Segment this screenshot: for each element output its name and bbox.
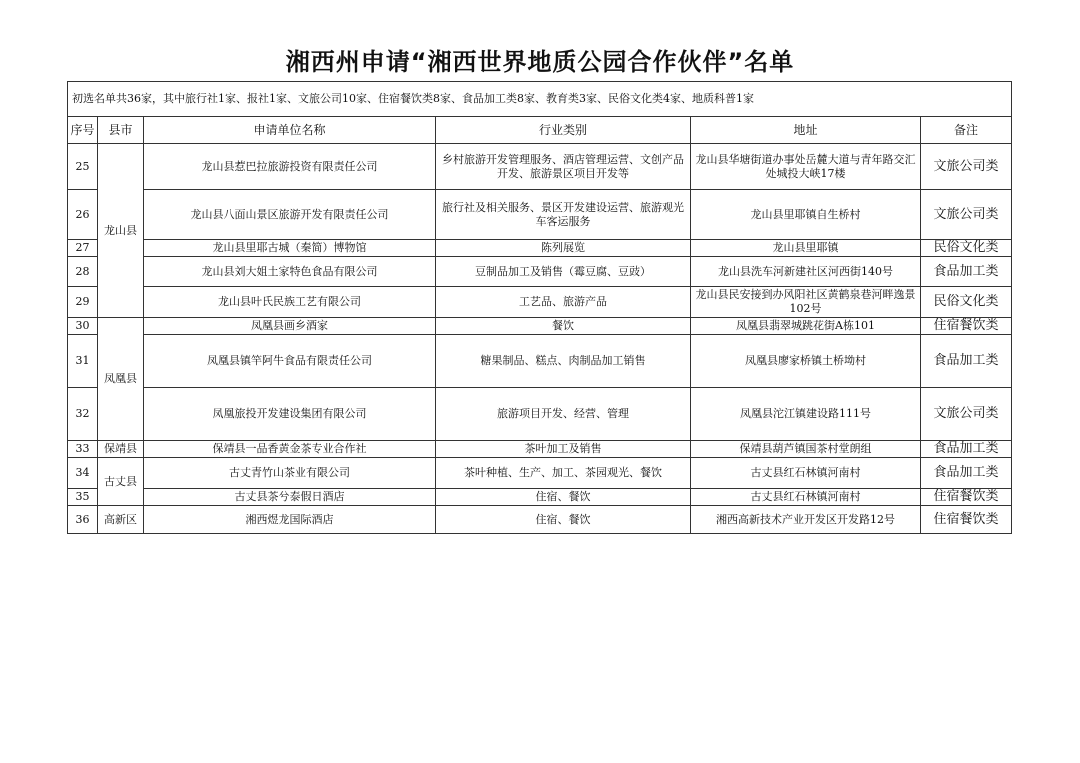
row-address: 龙山县华塘街道办事处岳麓大道与青年路交汇处城投大峡17楼 [691, 144, 921, 190]
row-seq: 34 [68, 458, 98, 489]
county-cell: 保靖县 [98, 441, 144, 458]
row-industry: 乡村旅游开发管理服务、酒店管理运营、文创产品开发、旅游景区项目开发等 [436, 144, 691, 190]
table-row [68, 190, 1012, 240]
county-cell: 古丈县 [98, 458, 144, 506]
row-seq: 33 [68, 441, 98, 458]
row-seq: 26 [68, 190, 98, 240]
county-cell: 凤凰县 [98, 318, 144, 441]
row-address: 凤凰县沱江镇建设路111号 [691, 388, 921, 441]
row-industry: 糖果制品、糕点、肉制品加工销售 [436, 335, 691, 388]
table-row [68, 318, 1012, 335]
county-cell: 龙山县 [98, 144, 144, 318]
row-industry: 住宿、餐饮 [436, 506, 691, 534]
table-row [68, 287, 1012, 318]
row-note: 食品加工类 [921, 257, 1012, 287]
row-name: 凤凰县画乡酒家 [144, 318, 436, 335]
row-note: 住宿餐饮类 [921, 489, 1012, 506]
row-note: 住宿餐饮类 [921, 506, 1012, 534]
row-name: 保靖县一品香黄金茶专业合作社 [144, 441, 436, 458]
row-industry: 旅游项目开发、经营、管理 [436, 388, 691, 441]
row-name: 龙山县叶氏民族工艺有限公司 [144, 287, 436, 318]
row-name: 龙山县八面山景区旅游开发有限责任公司 [144, 190, 436, 240]
row-address: 龙山县里耶镇自生桥村 [691, 190, 921, 240]
table-row [68, 458, 1012, 489]
row-name: 古丈青竹山茶业有限公司 [144, 458, 436, 489]
row-name: 凤凰旅投开发建设集团有限公司 [144, 388, 436, 441]
header-note: 备注 [921, 117, 1012, 144]
row-address: 古丈县红石林镇河南村 [691, 458, 921, 489]
row-seq: 35 [68, 489, 98, 506]
row-note: 食品加工类 [921, 458, 1012, 489]
row-note: 住宿餐饮类 [921, 318, 1012, 335]
page-title: 湘西州申请“湘西世界地质公园合作伙伴”名单 [285, 48, 795, 76]
row-seq: 25 [68, 144, 98, 190]
row-address: 凤凰县廖家桥镇土桥坳村 [691, 335, 921, 388]
table-row [68, 506, 1012, 534]
header-address: 地址 [691, 117, 921, 144]
row-note: 民俗文化类 [921, 240, 1012, 257]
header-industry: 行业类别 [436, 117, 691, 144]
row-address: 龙山县里耶镇 [691, 240, 921, 257]
row-seq: 28 [68, 257, 98, 287]
row-address: 保靖县葫芦镇国茶村堂朗组 [691, 441, 921, 458]
row-note: 民俗文化类 [921, 287, 1012, 318]
row-industry: 豆制品加工及销售（霉豆腐、豆豉） [436, 257, 691, 287]
table-row [68, 388, 1012, 441]
table-row [68, 144, 1012, 190]
row-name: 龙山县里耶古城（秦简）博物馆 [144, 240, 436, 257]
row-note: 文旅公司类 [921, 388, 1012, 441]
row-seq: 36 [68, 506, 98, 534]
partner-table [67, 81, 1012, 534]
row-address: 凤凰县翡翠城跳花街A栋101 [691, 318, 921, 335]
row-address: 古丈县红石林镇河南村 [691, 489, 921, 506]
row-note: 文旅公司类 [921, 144, 1012, 190]
row-industry: 工艺品、旅游产品 [436, 287, 691, 318]
table-row [68, 441, 1012, 458]
row-industry: 住宿、餐饮 [436, 489, 691, 506]
county-cell: 高新区 [98, 506, 144, 534]
summary-text: 初选名单共36家，其中旅行社1家、报社1家、文旅公司10家、住宿餐饮类8家、食品加工类8家、教育类3家、民俗文化类4家、地质科普1家 [68, 82, 1012, 117]
row-address: 龙山县民安接到办风阳社区黄鹤泉巷河畔逸景102号 [691, 287, 921, 318]
row-industry: 茶叶种植、生产、加工、茶园观光、餐饮 [436, 458, 691, 489]
row-name: 龙山县惹巴拉旅游投资有限责任公司 [144, 144, 436, 190]
row-note: 文旅公司类 [921, 190, 1012, 240]
header-name: 申请单位名称 [144, 117, 436, 144]
header-row [68, 117, 1012, 144]
table-row [68, 240, 1012, 257]
table-row [68, 335, 1012, 388]
row-note: 食品加工类 [921, 441, 1012, 458]
row-industry: 旅行社及相关服务、景区开发建设运营、旅游观光车客运服务 [436, 190, 691, 240]
row-name: 古丈县茶兮泰假日酒店 [144, 489, 436, 506]
row-seq: 30 [68, 318, 98, 335]
summary-row [68, 82, 1012, 117]
row-seq: 29 [68, 287, 98, 318]
row-address: 湘西高新技术产业开发区开发路12号 [691, 506, 921, 534]
row-seq: 31 [68, 335, 98, 388]
row-name: 湘西煜龙国际酒店 [144, 506, 436, 534]
header-city: 县市 [98, 117, 144, 144]
row-seq: 32 [68, 388, 98, 441]
table-row [68, 257, 1012, 287]
row-seq: 27 [68, 240, 98, 257]
row-address: 龙山县洗车河新建社区河西街140号 [691, 257, 921, 287]
row-name: 龙山县刘大姐土家特色食品有限公司 [144, 257, 436, 287]
header-seq: 序号 [68, 117, 98, 144]
row-name: 凤凰县镇竿阿牛食品有限责任公司 [144, 335, 436, 388]
table-row [68, 489, 1012, 506]
row-note: 食品加工类 [921, 335, 1012, 388]
row-industry: 陈列展览 [436, 240, 691, 257]
row-industry: 餐饮 [436, 318, 691, 335]
row-industry: 茶叶加工及销售 [436, 441, 691, 458]
